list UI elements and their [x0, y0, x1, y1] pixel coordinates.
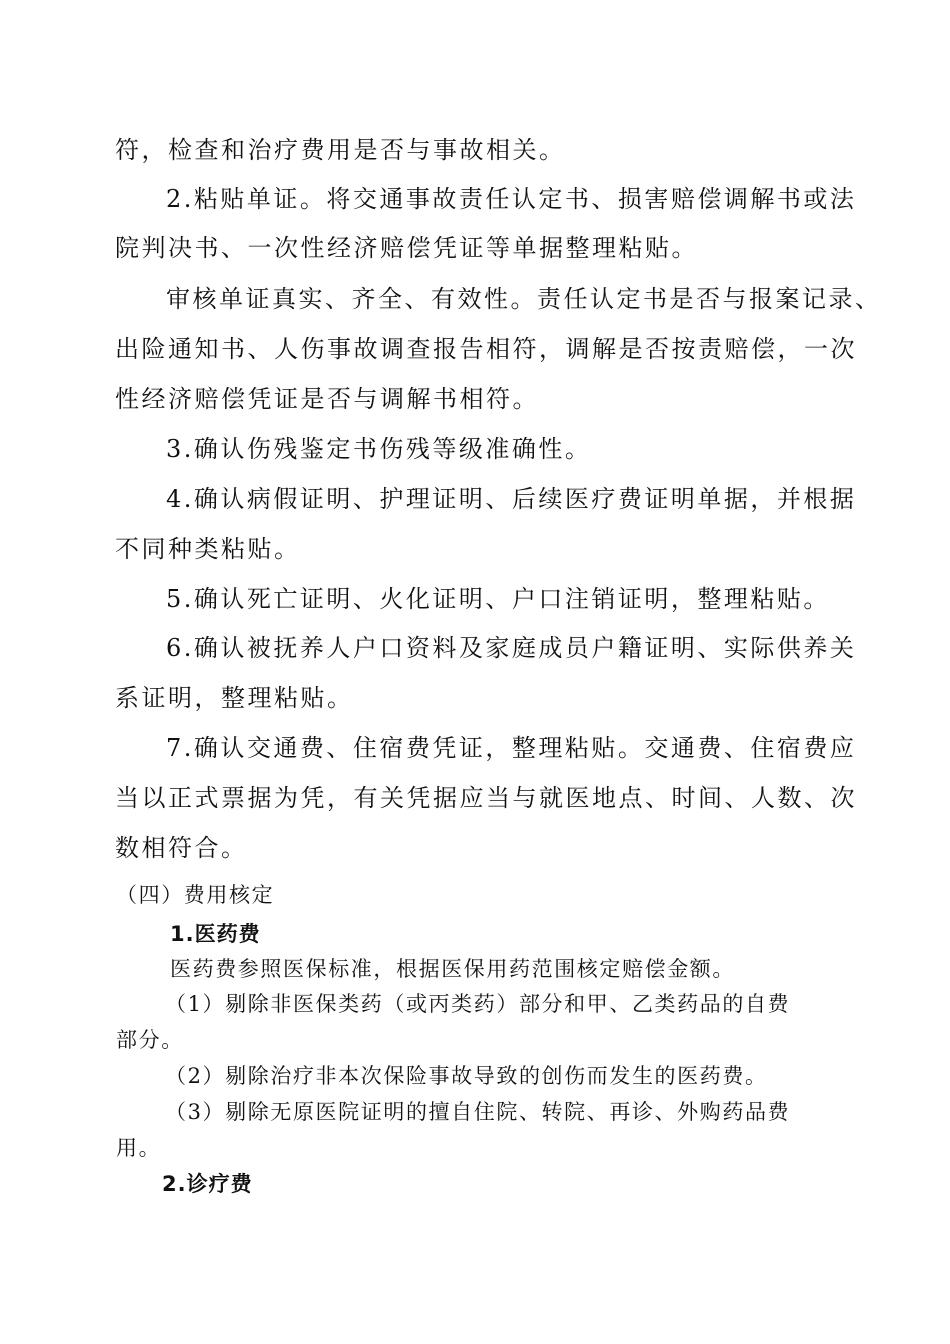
paragraph-line: 6.确认被抚养人户口资料及家庭成员户籍证明、实际供养关 [166, 634, 857, 662]
paragraph-line: 4.确认病假证明、护理证明、后续医疗费证明单据，并根据 [166, 485, 857, 513]
subsection-heading: 1.医药费 [170, 922, 261, 946]
paragraph-line: 部分。 [116, 1028, 184, 1052]
subsection-heading: 2.诊疗费 [162, 1172, 253, 1196]
list-item: （1）剔除非医保类药（或丙类药）部分和甲、乙类药品的自费 [165, 992, 791, 1016]
paragraph-line: 数相符合。 [115, 834, 248, 862]
paragraph-line: 审核单证真实、齐全、有效性。责任认定书是否与报案记录、 [166, 285, 882, 313]
paragraph-line: 性经济赔偿凭证是否与调解书相符。 [115, 385, 539, 413]
paragraph-line: 7.确认交通费、住宿费凭证，整理粘贴。交通费、住宿费应 [166, 734, 857, 762]
paragraph-line: 当以正式票据为凭，有关凭据应当与就医地点、时间、人数、次 [115, 784, 857, 812]
list-item: （2）剔除治疗非本次保险事故导致的创伤而发生的医药费。 [165, 1064, 768, 1088]
paragraph-line: 医药费参照医保标准，根据医保用药范围核定赔偿金额。 [170, 957, 735, 981]
paragraph-line: 院判决书、一次性经济赔偿凭证等单据整理粘贴。 [115, 234, 698, 262]
paragraph-line: 系证明，整理粘贴。 [115, 684, 354, 712]
paragraph-line: 符，检查和治疗费用是否与事故相关。 [115, 136, 566, 164]
paragraph-line: 出险通知书、人伤事故调查报告相符，调解是否按责赔偿，一次 [115, 335, 857, 363]
paragraph-line: 3.确认伤残鉴定书伤残等级准确性。 [166, 435, 592, 463]
list-item: （3）剔除无原医院证明的擅自住院、转院、再诊、外购药品费 [165, 1100, 791, 1124]
paragraph-line: 不同种类粘贴。 [115, 535, 301, 563]
paragraph-line: 5.确认死亡证明、火化证明、户口注销证明，整理粘贴。 [166, 585, 830, 613]
paragraph-line: 2.粘贴单证。将交通事故责任认定书、损害赔偿调解书或法 [166, 185, 857, 213]
section-heading: （四）费用核定 [116, 883, 275, 907]
paragraph-line: 用。 [116, 1136, 162, 1160]
